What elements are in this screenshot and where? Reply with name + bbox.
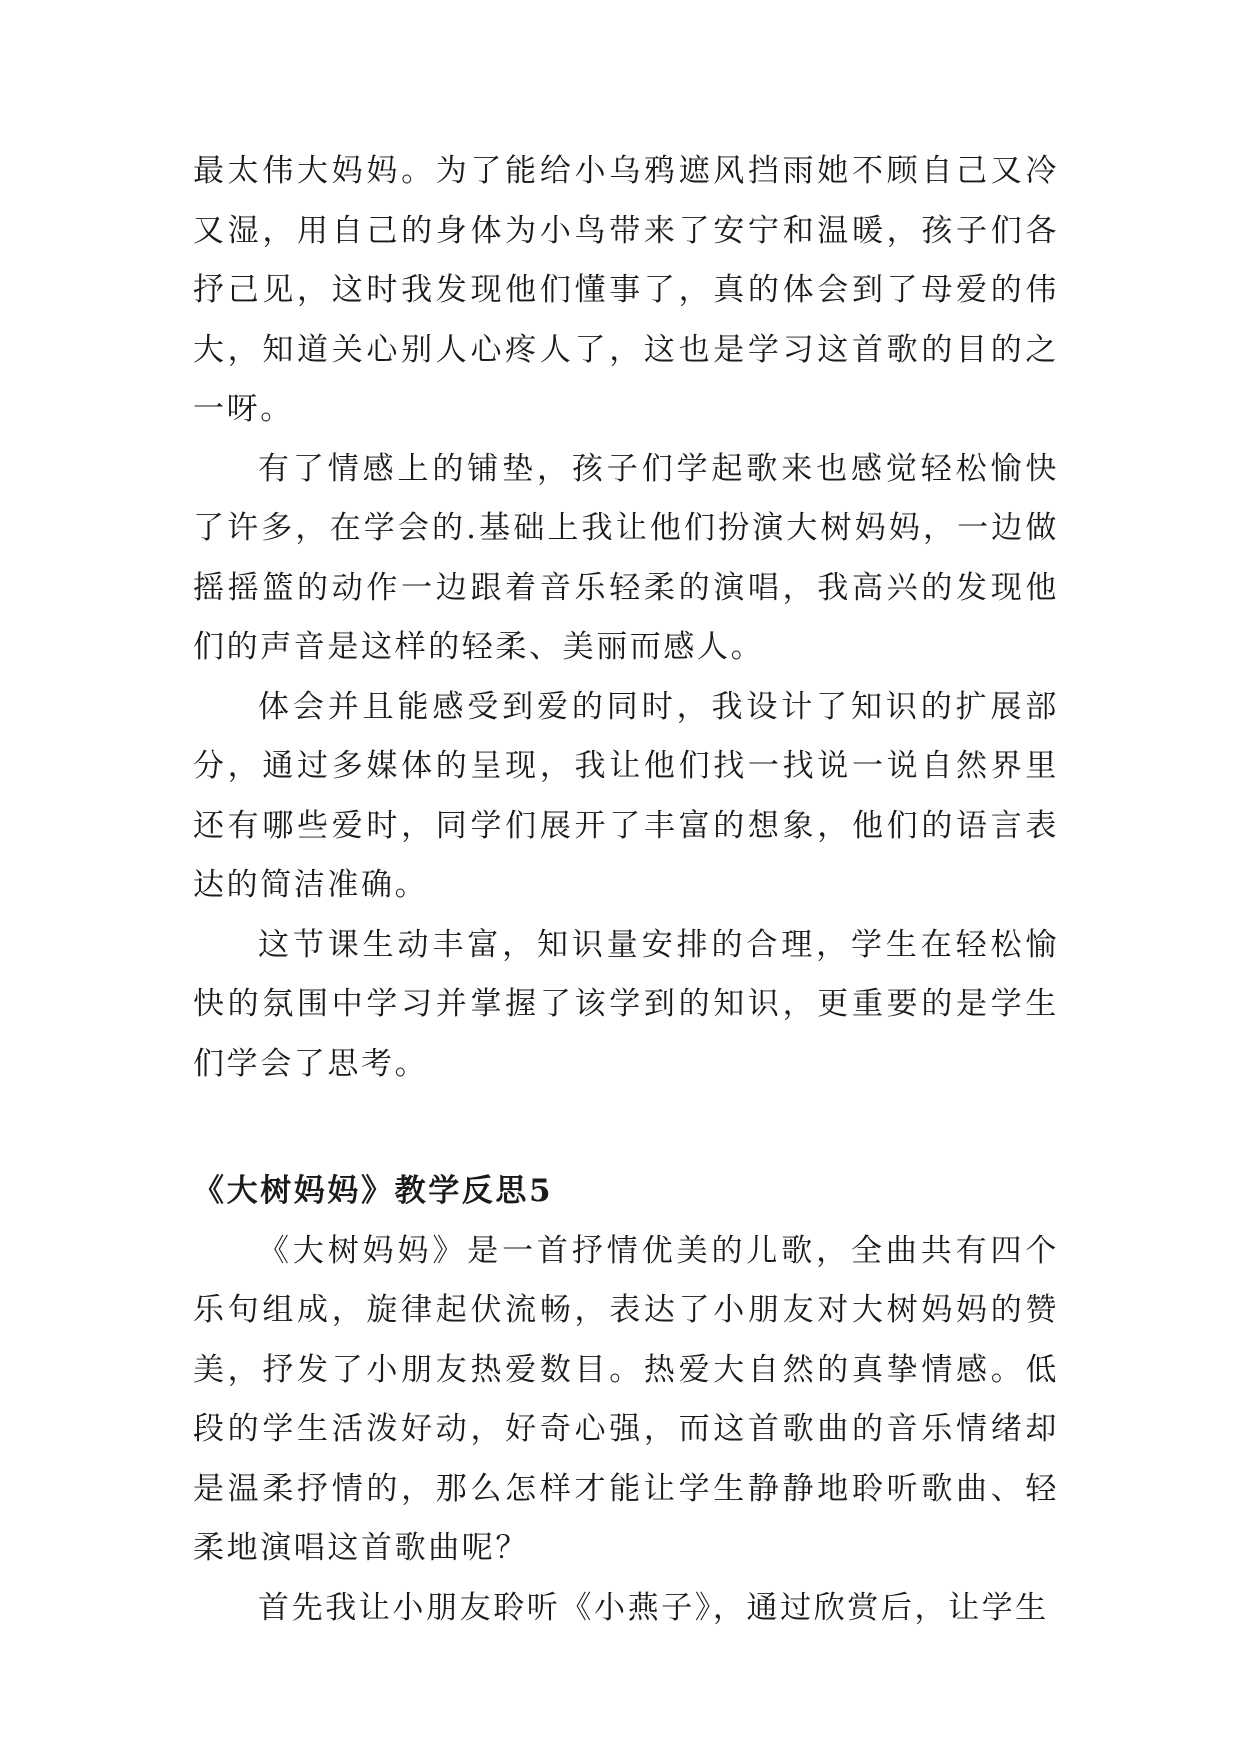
paragraph-mother-crow: 最太伟大妈妈。为了能给小乌鸦遮风挡雨她不顾自己又冷又湿，用自己的身体为小鸟带来了安宁和温暖，孩子们各抒己见，这时我发现他们懂事了，真的体会到了母爱的伟大，知道关心别人心疼人了，这也是学习这首歌的目的之一呀。 (193, 153, 1059, 427)
paragraph-lesson-summary: 这节课生动丰富，知识量安排的合理，学生在轻松愉快的氛围中学习并掌握了该学到的知识，更重要的是学生们学会了思考。 (193, 926, 1059, 1082)
paragraph-first-step: 首先我让小朋友聆听《小燕子》，通过欣赏后，让学生 (258, 1589, 1049, 1626)
paragraph-knowledge-extension: 体会并且能感受到爱的同时，我设计了知识的扩展部分，通过多媒体的呈现，我让他们找一找说一说自然界里还有哪些爱时，同学们展开了丰富的想象，他们的语言表达的简洁准确。 (193, 688, 1059, 903)
paragraph-song-introduction: 《大树妈妈》是一首抒情优美的儿歌，全曲共有四个乐句组成，旋律起伏流畅，表达了小朋友对大树妈妈的赞美，抒发了小朋友热爱数目。热爱大自然的真挚情感。低段的学生活泼好动，好奇心强，而这首歌曲的音乐情绪却是温柔抒情的，那么怎样才能让学生静静地聆听歌曲、轻柔地演唱这首歌曲呢？ (193, 1232, 1059, 1566)
document-page (193, 142, 1059, 1638)
section-title: 《大树妈妈》教学反思5 (193, 1173, 554, 1209)
paragraph-emotional-foundation: 有了情感上的铺垫，孩子们学起歌来也感觉轻松愉快了许多，在学会的.基础上我让他们扮演大树妈妈，一边做摇摇篮的动作一边跟着音乐轻柔的演唱，我高兴的发现他们的声音是这样的轻柔、美丽而感人。 (193, 450, 1059, 665)
